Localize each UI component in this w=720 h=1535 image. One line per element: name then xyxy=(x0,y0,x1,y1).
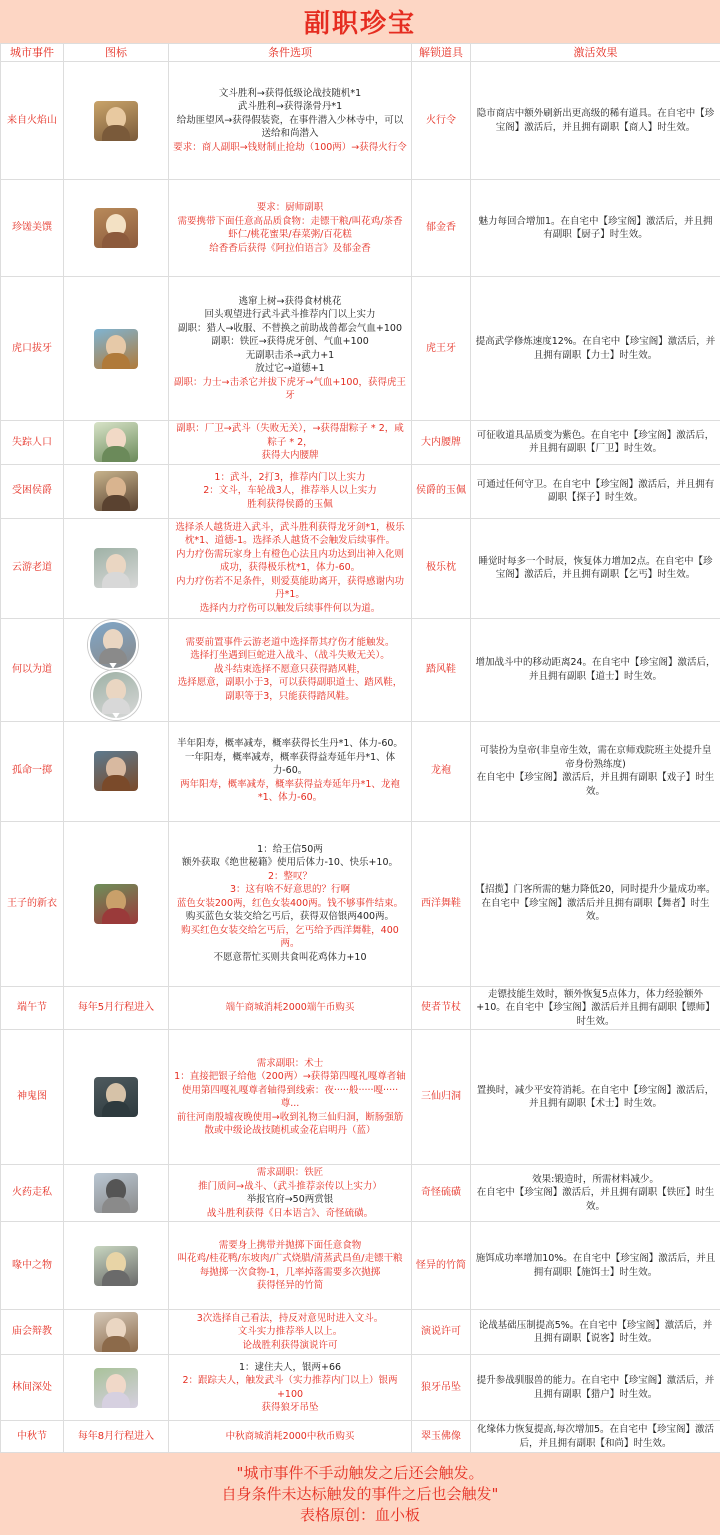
conditions-cell xyxy=(169,277,412,421)
footer-note xyxy=(0,1453,720,1535)
condition-line: 不愿意帮忙买则共食叫花鸡体力+10 xyxy=(173,951,407,965)
condition-line: 每抛掷一次食物-1，几率掉落需要多次抛掷 xyxy=(173,1266,407,1280)
condition-line: 副职：厂卫→武斗（失败无关），→获得甜粽子 * 2，咸粽子 * 2， xyxy=(173,422,407,449)
table-row xyxy=(1,721,720,821)
header-effect: 激活效果 xyxy=(471,44,720,62)
event-name: 受困侯爵 xyxy=(1,464,64,518)
condition-line: 武斗胜利→获得涤骨丹*1 xyxy=(173,100,407,114)
event-name: 来自火焰山 xyxy=(1,62,64,180)
condition-line: 2：跟踪夫人，触发武斗（实力推荐内门以上）银两+100 xyxy=(173,1374,407,1401)
header-event: 城市事件 xyxy=(1,44,64,62)
table-row xyxy=(1,277,720,421)
event-icon-cell: 每年8月行程进入 xyxy=(64,1421,169,1453)
condition-line: 放过它→道德+1 xyxy=(173,362,407,376)
table-row xyxy=(1,821,720,986)
unlock-item: 侯爵的玉佩 xyxy=(412,464,471,518)
table-row xyxy=(1,1165,720,1222)
condition-line: 副职：铁匠→获得虎牙创、气血+100 xyxy=(173,335,407,349)
conditions-cell xyxy=(169,1030,412,1165)
event-icon-cell xyxy=(64,821,169,986)
sorcerer-icon xyxy=(94,1077,138,1117)
activation-effect: 提高武学修炼速度12%。在自宅中【珍宝阁】激活后，并且拥有副职【力士】时生效。 xyxy=(471,277,720,421)
event-name: 端午节 xyxy=(1,986,64,1030)
table-row xyxy=(1,618,720,721)
condition-line: 文斗胜利→获得低级论战技随机*1 xyxy=(173,87,407,101)
condition-line: 2：文斗，车轮战3人，推荐举人以上实力 xyxy=(173,484,407,498)
conditions-cell xyxy=(169,464,412,518)
condition-line: 蓝色女装200两，红色女装400两。钱不够事件结束。 xyxy=(173,897,407,911)
condition-line: 前往河南殷墟夜晚使用→收到礼物三仙归洞，断肠强筋散或中级论战技随机或金花启明丹（蓝） xyxy=(173,1111,407,1138)
condition-line: 选择打坐遇到巨蛇进入战斗、（战斗失败无关）。 xyxy=(173,649,407,663)
condition-line: 3：这有啥不好意思的？行啊 xyxy=(173,883,407,897)
condition-line: 要求：厨师副职 xyxy=(173,201,407,215)
condition-line: 3次选择自己看法，持反对意见时进入文斗。 xyxy=(173,1312,407,1326)
conditions-cell xyxy=(169,821,412,986)
event-icon-cell xyxy=(64,518,169,618)
unlock-item: 奇怪硫磺 xyxy=(412,1165,471,1222)
event-icon-cell xyxy=(64,1222,169,1310)
event-icon-cell xyxy=(64,277,169,421)
treasure-table xyxy=(0,43,720,1453)
table-header-row xyxy=(1,44,720,62)
activation-effect: 增加战斗中的移动距离24。在自宅中【珍宝阁】激活后，并且拥有副职【道士】时生效。 xyxy=(471,618,720,721)
condition-line: 半年阳寿，概率减寿，概率获得长生丹*1、体力-60。 xyxy=(173,737,407,751)
conditions-cell xyxy=(169,1310,412,1355)
activation-effect: 睡觉时每多一个时辰，恢复体力增加2点。在自宅中【珍宝阁】激活后，并且拥有副职【乞丐】时生效。 xyxy=(471,518,720,618)
forest-lady-icon xyxy=(94,1368,138,1408)
condition-line: 获得大内腰牌 xyxy=(173,449,407,463)
activation-effect: 走镖技能生效时，额外恢复5点体力，体力经验额外+10。在自宅中【珍宝阁】激活后并且拥有副职【镖师】时生效。 xyxy=(471,986,720,1030)
conditions-cell xyxy=(169,1165,412,1222)
condition-line: 战斗胜利获得《日本语言》、奇怪硫磺。 xyxy=(173,1207,407,1221)
unlock-item: 演说许可 xyxy=(412,1310,471,1355)
event-name: 失踪人口 xyxy=(1,421,64,465)
title-banner xyxy=(0,0,720,43)
condition-line: 举报官府→50两赏银 xyxy=(173,1193,407,1207)
condition-line: 推门质问→战斗、（武斗推荐亲传以上实力） xyxy=(173,1180,407,1194)
table-row xyxy=(1,986,720,1030)
condition-line: 副职：力士→击杀它并拔下虎牙→气血+100，获得虎王牙 xyxy=(173,376,407,403)
condition-line: 购买蓝色女装交给乞丐后，获得双倍银两400两。 xyxy=(173,910,407,924)
event-icon-cell xyxy=(64,721,169,821)
unlock-item: 使者节杖 xyxy=(412,986,471,1030)
unlock-item: 虎王牙 xyxy=(412,277,471,421)
event-icon-cell xyxy=(64,1355,169,1421)
table-row xyxy=(1,1355,720,1421)
activation-effect: 隐市商店中额外刷新出更高级的稀有道具。在自宅中【珍宝阁】激活后，并且拥有副职【商人】时生效。 xyxy=(471,62,720,180)
condition-line: 选择愿意，副职小于3，可以获得副职道士、踏风鞋，副职等于3，只能获得踏风鞋。 xyxy=(173,676,407,703)
condition-line: 逃窜上树→获得食材桃花 xyxy=(173,295,407,309)
table-row xyxy=(1,1222,720,1310)
condition-line: 2：整叹？ xyxy=(173,870,407,884)
activation-effect: 可通过任何守卫。在自宅中【珍宝阁】激活后，并且拥有副职【探子】时生效。 xyxy=(471,464,720,518)
unlock-item: 西洋舞鞋 xyxy=(412,821,471,986)
event-name: 庙会辩教 xyxy=(1,1310,64,1355)
event-icon-cell xyxy=(64,1310,169,1355)
condition-line: 内力疗伤需玩家身上有橙色心法且内功达到出神入化则成功，获得极乐枕*1，体力-60。 xyxy=(173,548,407,575)
unlock-item: 翠玉佛像 xyxy=(412,1421,471,1453)
activation-effect: 化缘体力恢复提高,每次增加5。在自宅中【珍宝阁】激活后，并且拥有副职【和尚】时生效。 xyxy=(471,1421,720,1453)
condition-line: 一年阳寿，概率减寿，概率获得益寿延年丹*1、体力-60。 xyxy=(173,751,407,778)
header-item: 解锁道具 xyxy=(412,44,471,62)
conditions-cell xyxy=(169,62,412,180)
condition-line: 需要前置事件云游老道中选择帮其疗伤才能触发。 xyxy=(173,636,407,650)
condition-line: 无副职击杀→武力+1 xyxy=(173,349,407,363)
table-row xyxy=(1,1421,720,1453)
table-row xyxy=(1,62,720,180)
condition-line: 需求副职：铁匠 xyxy=(173,1166,407,1180)
condition-line: 给劫匪望风→获得假装瓷，在事件潜入少林寺中，可以送给和尚潜入 xyxy=(173,114,407,141)
event-name: 火药走私 xyxy=(1,1165,64,1222)
condition-line: 论战胜利获得演说许可 xyxy=(173,1339,407,1353)
condition-line: 获得怪异的竹简 xyxy=(173,1279,407,1293)
event-name: 孤命一掷 xyxy=(1,721,64,821)
condition-line: 1：逮住夫人，银两+66 xyxy=(173,1361,407,1375)
unlock-item: 大内腰牌 xyxy=(412,421,471,465)
header-icon: 图标 xyxy=(64,44,169,62)
condition-line: 需要身上携带并抛掷下面任意食物 xyxy=(173,1239,407,1253)
table-row xyxy=(1,180,720,277)
event-name: 喙中之物 xyxy=(1,1222,64,1310)
unlock-item: 三仙归洞 xyxy=(412,1030,471,1165)
condition-line: 中秋商城消耗2000中秋币购买 xyxy=(173,1430,407,1444)
conditions-cell xyxy=(169,986,412,1030)
conditions-cell xyxy=(169,618,412,721)
footer-line: 表格原创：血小板 xyxy=(300,1505,420,1526)
condition-line: 使用第四嘎礼嘎尊者轴得到线索：夜·····般·····嘎·····尊... xyxy=(173,1084,407,1111)
activation-effect: 施饵成功率增加10%。在自宅中【珍宝阁】激活后，并且拥有副职【施饵士】时生效。 xyxy=(471,1222,720,1310)
lady-portrait-icon xyxy=(94,422,138,462)
event-name: 虎口拔牙 xyxy=(1,277,64,421)
event-icon-cell xyxy=(64,62,169,180)
unlock-item: 火行令 xyxy=(412,62,471,180)
unlock-item: 怪异的竹简 xyxy=(412,1222,471,1310)
unlock-item: 极乐枕 xyxy=(412,518,471,618)
activation-effect: 可征收道具品质变为紫色。在自宅中【珍宝阁】激活后，并且拥有副职【厂卫】时生效。 xyxy=(471,421,720,465)
condition-line: 1：直接把银子给他（200两）→获得第四嘎礼嘎尊者轴 xyxy=(173,1070,407,1084)
prince-costume-icon xyxy=(94,884,138,924)
unlock-item: 狼牙吊坠 xyxy=(412,1355,471,1421)
condition-line: 购买红色女装交给乞丐后，乞丐给予西洋舞鞋，400两。 xyxy=(173,924,407,951)
event-icon-cell xyxy=(64,1030,169,1165)
condition-line: 要求：商人副职→钱财制止抢劫（100两）→获得火行令 xyxy=(173,141,407,155)
activation-effect: 效果:锻造时，所需材料减少。 在自宅中【珍宝阁】激活后，并且拥有副职【铁匠】时生效。 xyxy=(471,1165,720,1222)
activation-effect: 论战基础压制提高5%。在自宅中【珍宝阁】激活后，并且拥有副职【说客】时生效。 xyxy=(471,1310,720,1355)
event-name: 林间深处 xyxy=(1,1355,64,1421)
condition-line: 回头观望进行武斗武斗推荐内门以上实力 xyxy=(173,308,407,322)
event-name: 中秋节 xyxy=(1,1421,64,1453)
gambler-icon xyxy=(94,751,138,791)
activation-effect: 魅力每回合增加1。在自宅中【珍宝阁】激活后，并且拥有副职【厨子】时生效。 xyxy=(471,180,720,277)
table-row xyxy=(1,464,720,518)
event-icon-cell xyxy=(64,421,169,465)
condition-line: 1：武斗，2打3，推荐内门以上实力 xyxy=(173,471,407,485)
condition-line: 胜利获得侯爵的玉佩 xyxy=(173,498,407,512)
event-icon-cell xyxy=(64,1165,169,1222)
footer-line: 自身条件未达标触发的事件之后也会触发" xyxy=(222,1484,499,1505)
debater-icon xyxy=(94,1312,138,1352)
conditions-cell xyxy=(169,180,412,277)
condition-line: 获得狼牙吊坠 xyxy=(173,1401,407,1415)
conditions-cell xyxy=(169,1421,412,1453)
condition-line: 选择内力疗伤可以触发后续事件何以为道。 xyxy=(173,602,407,616)
activation-effect: 可装扮为皇帝(非皇帝生效，需在京师戏院班主处提升皇帝身份熟练度) 在自宅中【珍宝阁】激活后，并且拥有副职【戏子】时生效。 xyxy=(471,721,720,821)
condition-line: 额外获取《绝世秘籍》使用后体力-10、快乐+10。 xyxy=(173,856,407,870)
conditions-cell xyxy=(169,1222,412,1310)
condition-line: 给香香后获得《阿拉伯语言》及郁金香 xyxy=(173,242,407,256)
condition-line: 文斗实力推荐举人以上。 xyxy=(173,1325,407,1339)
event-icon-cell xyxy=(64,618,169,721)
condition-line: 端午商城消耗2000端午币购买 xyxy=(173,1001,407,1015)
condition-line: 需求副职：术士 xyxy=(173,1057,407,1071)
unlock-item: 郁金香 xyxy=(412,180,471,277)
footer-line: "城市事件不手动触发之后还会触发。 xyxy=(237,1463,484,1484)
table-row xyxy=(1,518,720,618)
header-conditions: 条件选项 xyxy=(169,44,412,62)
event-name: 珍馐美馔 xyxy=(1,180,64,277)
activation-effect: 置换时，减少平安符消耗。在自宅中【珍宝阁】激活后，并且拥有副职【术士】时生效。 xyxy=(471,1030,720,1165)
event-icon-cell xyxy=(64,180,169,277)
condition-line: 选择杀人越货进入武斗，武斗胜利获得龙牙剑*1，极乐枕*1、道德-1。选择杀人越货不会触发后续事件。 xyxy=(173,521,407,548)
table-row xyxy=(1,1310,720,1355)
activation-effect: 【招揽】门客所需的魅力降低20，同时提升少量成功率。在自宅中【珍宝阁】激活后并且拥有副职【舞者】时生效。 xyxy=(471,821,720,986)
unlock-item: 龙袍 xyxy=(412,721,471,821)
taoist-pair-icon xyxy=(88,620,138,670)
smuggler-icon xyxy=(94,1173,138,1213)
condition-line: 1：给王信50两 xyxy=(173,843,407,857)
event-name: 王子的新衣 xyxy=(1,821,64,986)
old-taoist-icon xyxy=(91,670,141,720)
condition-line: 副职：猎人→收服、不替换之前助战兽都会气血+100 xyxy=(173,322,407,336)
condition-line: 需要携带下面任意高品质食物：走镖干粮/叫花鸡/茶香虾仁/桃花蜜果/春菜粥/百花糕 xyxy=(173,215,407,242)
event-name: 云游老道 xyxy=(1,518,64,618)
conditions-cell xyxy=(169,1355,412,1421)
food-bowl-icon xyxy=(94,208,138,248)
conditions-cell xyxy=(169,421,412,465)
old-taoist-icon xyxy=(94,548,138,588)
event-icon-cell: 每年5月行程进入 xyxy=(64,986,169,1030)
table-row xyxy=(1,1030,720,1165)
desert-warrior-icon xyxy=(94,101,138,141)
condition-line: 战斗结束选择不愿意只获得踏风鞋， xyxy=(173,663,407,677)
noble-portrait-icon xyxy=(94,471,138,511)
condition-line: 叫花鸡/桂花鸭/东坡肉/广式烧腊/清蒸武昌鱼/走镖干粮 xyxy=(173,1252,407,1266)
tiger-hunter-icon xyxy=(94,329,138,369)
conditions-cell xyxy=(169,721,412,821)
table-row xyxy=(1,421,720,465)
event-name: 何以为道 xyxy=(1,618,64,721)
bird-beak-icon xyxy=(94,1246,138,1286)
conditions-cell xyxy=(169,518,412,618)
activation-effect: 提升参战驯服兽的能力。在自宅中【珍宝阁】激活后，并且拥有副职【猎户】时生效。 xyxy=(471,1355,720,1421)
unlock-item: 踏风鞋 xyxy=(412,618,471,721)
condition-line: 内力疗伤若不足条件，则爱莫能助离开，获得感谢内功丹*1。 xyxy=(173,575,407,602)
condition-line: 两年阳寿，概率减寿，概率获得益寿延年丹*1、龙袍*1、体力-60。 xyxy=(173,778,407,805)
event-icon-cell xyxy=(64,464,169,518)
page-title: 副职珍宝 xyxy=(304,3,416,40)
event-name: 神鬼图 xyxy=(1,1030,64,1165)
